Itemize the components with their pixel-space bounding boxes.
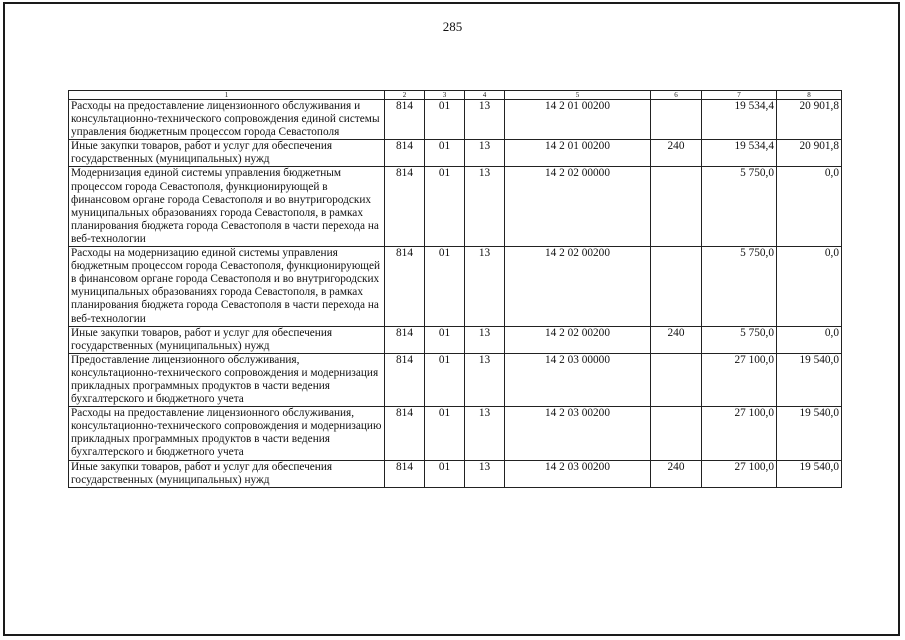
target-article-code: 14 2 03 00200: [505, 460, 651, 487]
amount-year2: 19 540,0: [777, 353, 842, 406]
amount-year1: 27 100,0: [702, 460, 777, 487]
expense-name: Расходы на предоставление лицензионного обслуживания и консультационно-технического сопровождения единой системы управления бюджетным процессом города Севастополя: [69, 100, 385, 140]
ministry-code: 814: [385, 140, 425, 167]
expense-name: Иные закупки товаров, работ и услуг для обеспечения государственных (муниципальных) нужд: [69, 460, 385, 487]
section-code: 01: [425, 167, 465, 247]
amount-year2: 0,0: [777, 326, 842, 353]
subsection-code: 13: [465, 407, 505, 460]
table-row: [69, 100, 842, 140]
table-row: [69, 326, 842, 353]
section-code: 01: [425, 247, 465, 327]
table-row: [69, 353, 842, 406]
expense-name: Модернизация единой системы управления бюджетным процессом города Севастополя, функционирующей в финансовом органе города Севастополя и во внутригородских муниципальных образованиях города Севастополя, в рамках планирования бюджета города Севастополя в части перехода на веб-технологии: [69, 167, 385, 247]
ministry-code: 814: [385, 353, 425, 406]
amount-year1: 19 534,4: [702, 140, 777, 167]
column-number: 7: [702, 91, 777, 100]
subsection-code: 13: [465, 247, 505, 327]
amount-year1: 27 100,0: [702, 407, 777, 460]
ministry-code: 814: [385, 247, 425, 327]
ministry-code: 814: [385, 407, 425, 460]
expense-type-code: [651, 247, 702, 327]
section-code: 01: [425, 140, 465, 167]
target-article-code: 14 2 02 00000: [505, 167, 651, 247]
ministry-code: 814: [385, 167, 425, 247]
subsection-code: 13: [465, 353, 505, 406]
table-row: [69, 247, 842, 327]
column-number: 1: [69, 91, 385, 100]
subsection-code: 13: [465, 460, 505, 487]
target-article-code: 14 2 01 00200: [505, 140, 651, 167]
column-number: 2: [385, 91, 425, 100]
column-number: 8: [777, 91, 842, 100]
section-code: 01: [425, 326, 465, 353]
amount-year2: 0,0: [777, 247, 842, 327]
budget-table: [68, 90, 842, 488]
ministry-code: 814: [385, 100, 425, 140]
amount-year1: 19 534,4: [702, 100, 777, 140]
expense-name: Расходы на модернизацию единой системы управления бюджетным процессом города Севастополя, функционирующей в финансовом органе города Севастополя и во внутригородских муниципальных образованиях города Севастополя, в рамках планирования бюджета города Севастополя в части перехода на веб-технологии: [69, 247, 385, 327]
table-row: [69, 407, 842, 460]
expense-type-code: [651, 167, 702, 247]
target-article-code: 14 2 03 00000: [505, 353, 651, 406]
amount-year2: 19 540,0: [777, 460, 842, 487]
subsection-code: 13: [465, 167, 505, 247]
amount-year1: 5 750,0: [702, 326, 777, 353]
expense-name: Иные закупки товаров, работ и услуг для обеспечения государственных (муниципальных) нужд: [69, 140, 385, 167]
section-code: 01: [425, 460, 465, 487]
amount-year2: 20 901,8: [777, 100, 842, 140]
column-number: 3: [425, 91, 465, 100]
column-number: 4: [465, 91, 505, 100]
expense-type-code: 240: [651, 460, 702, 487]
section-code: 01: [425, 353, 465, 406]
target-article-code: 14 2 03 00200: [505, 407, 651, 460]
ministry-code: 814: [385, 460, 425, 487]
column-number-row: [69, 91, 842, 100]
section-code: 01: [425, 407, 465, 460]
amount-year1: 5 750,0: [702, 167, 777, 247]
page-number: 285: [442, 19, 463, 34]
amount-year2: 0,0: [777, 167, 842, 247]
subsection-code: 13: [465, 100, 505, 140]
expense-name: Расходы на предоставление лицензионного обслуживания, консультационно-технического сопровождения и модернизацию прикладных программных продуктов в части ведения бухгалтерского и бюджетного учета: [69, 407, 385, 460]
subsection-code: 13: [465, 140, 505, 167]
amount-year2: 20 901,8: [777, 140, 842, 167]
ministry-code: 814: [385, 326, 425, 353]
amount-year1: 27 100,0: [702, 353, 777, 406]
target-article-code: 14 2 02 00200: [505, 247, 651, 327]
column-number: 6: [651, 91, 702, 100]
section-code: 01: [425, 100, 465, 140]
expense-type-code: 240: [651, 326, 702, 353]
table-row: [69, 460, 842, 487]
target-article-code: 14 2 01 00200: [505, 100, 651, 140]
subsection-code: 13: [465, 326, 505, 353]
table-row: [69, 140, 842, 167]
column-number: 5: [505, 91, 651, 100]
expense-name: Иные закупки товаров, работ и услуг для обеспечения государственных (муниципальных) нужд: [69, 326, 385, 353]
expense-name: Предоставление лицензионного обслуживания, консультационно-технического сопровождения и модернизация прикладных программных продуктов в части ведения бухгалтерского и бюджетного учета: [69, 353, 385, 406]
expense-type-code: [651, 353, 702, 406]
target-article-code: 14 2 02 00200: [505, 326, 651, 353]
amount-year1: 5 750,0: [702, 247, 777, 327]
table-row: [69, 167, 842, 247]
amount-year2: 19 540,0: [777, 407, 842, 460]
expense-type-code: [651, 407, 702, 460]
expense-type-code: 240: [651, 140, 702, 167]
expense-type-code: [651, 100, 702, 140]
